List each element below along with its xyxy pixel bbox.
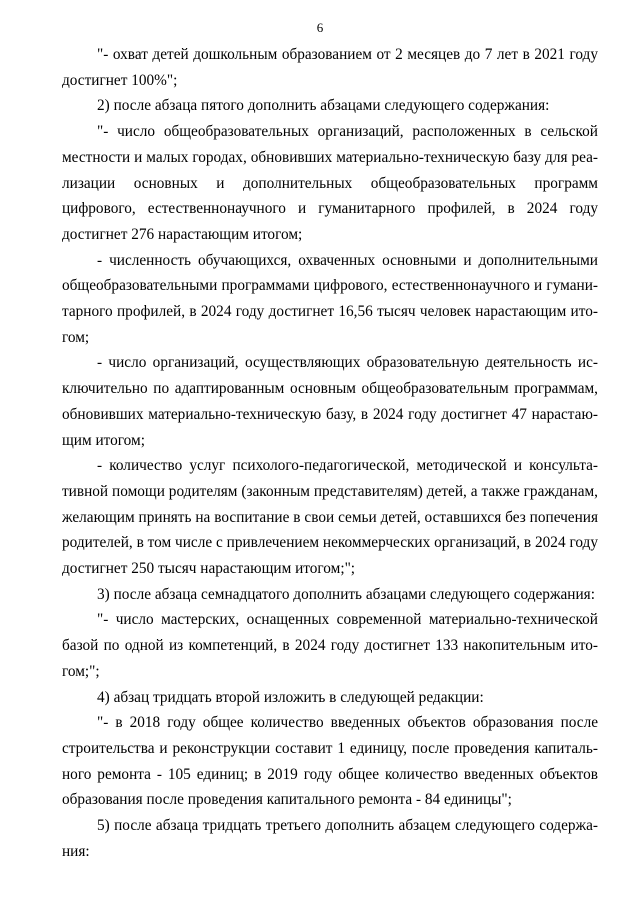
paragraph-5: - число организаций, осуществляющих образовательную деятельность исключительно по адаптированным основным общеобразовательным программам, обновивших материально-техническую базу, в 2024 году достигнет 47 нарастающим итогом; <box>62 354 598 449</box>
paragraph-3: "- число общеобразовательных организаций, расположенных в сельской местности и малых городах, обновивших материально-техническую базу для реализации основных и дополнительных общеобразовательных программ цифрового, естественнонаучного и гуманитарного профилей, в 2024 году достигнет 276 нарастающим итогом; <box>62 123 598 243</box>
paragraph-4: - численность обучающихся, охваченных основными и дополнительными общеобразовательными программами цифрового, естественнонаучного и гуманитарного профилей, в 2024 году достигнет 16,56 тысяч человек нарастающим итогом; <box>62 251 598 346</box>
paragraph-6: - количество услуг психолого-педагогической, методической и консультативной помощи родителям (законным представителям) детей, а также гражданам, желающим принять на воспитание в свои семьи детей, оставшихся без попечения родителей, в том числе с привлечением некоммерческих организаций, в 2024 году достигнет 250 тысяч нарастающим итогом;"; <box>62 457 598 578</box>
paragraph-11: 5) после абзаца тридцать третьего дополнить абзацем следующего содержания: <box>62 817 598 860</box>
document-body <box>62 42 598 865</box>
paragraph-9: 4) абзац тридцать второй изложить в следующей редакции: <box>97 688 484 706</box>
paragraph-1: "- охват детей дошкольным образованием от 2 месяцев до 7 лет в 2021 году достигнет 100%"; <box>62 46 598 89</box>
page-number: 6 <box>316 20 324 35</box>
paragraph-2: 2) после абзаца пятого дополнить абзацами следующего содержания: <box>97 97 550 115</box>
paragraph-10: "- в 2018 году общее количество введенных объектов образования после строительства и реконструкции составит 1 единицу, после проведения капитального ремонта - 105 единиц; в 2019 году общее количество введенных объектов образования после проведения капитального ремонта - 84 единицы"; <box>62 714 598 809</box>
paragraph-7: 3) после абзаца семнадцатого дополнить абзацами следующего содержания: <box>97 585 595 603</box>
paragraph-8: "- число мастерских, оснащенных современной материально-технической базой по одной из компетенций, в 2024 году достигнет 133 накопительным итогом;"; <box>62 611 598 680</box>
